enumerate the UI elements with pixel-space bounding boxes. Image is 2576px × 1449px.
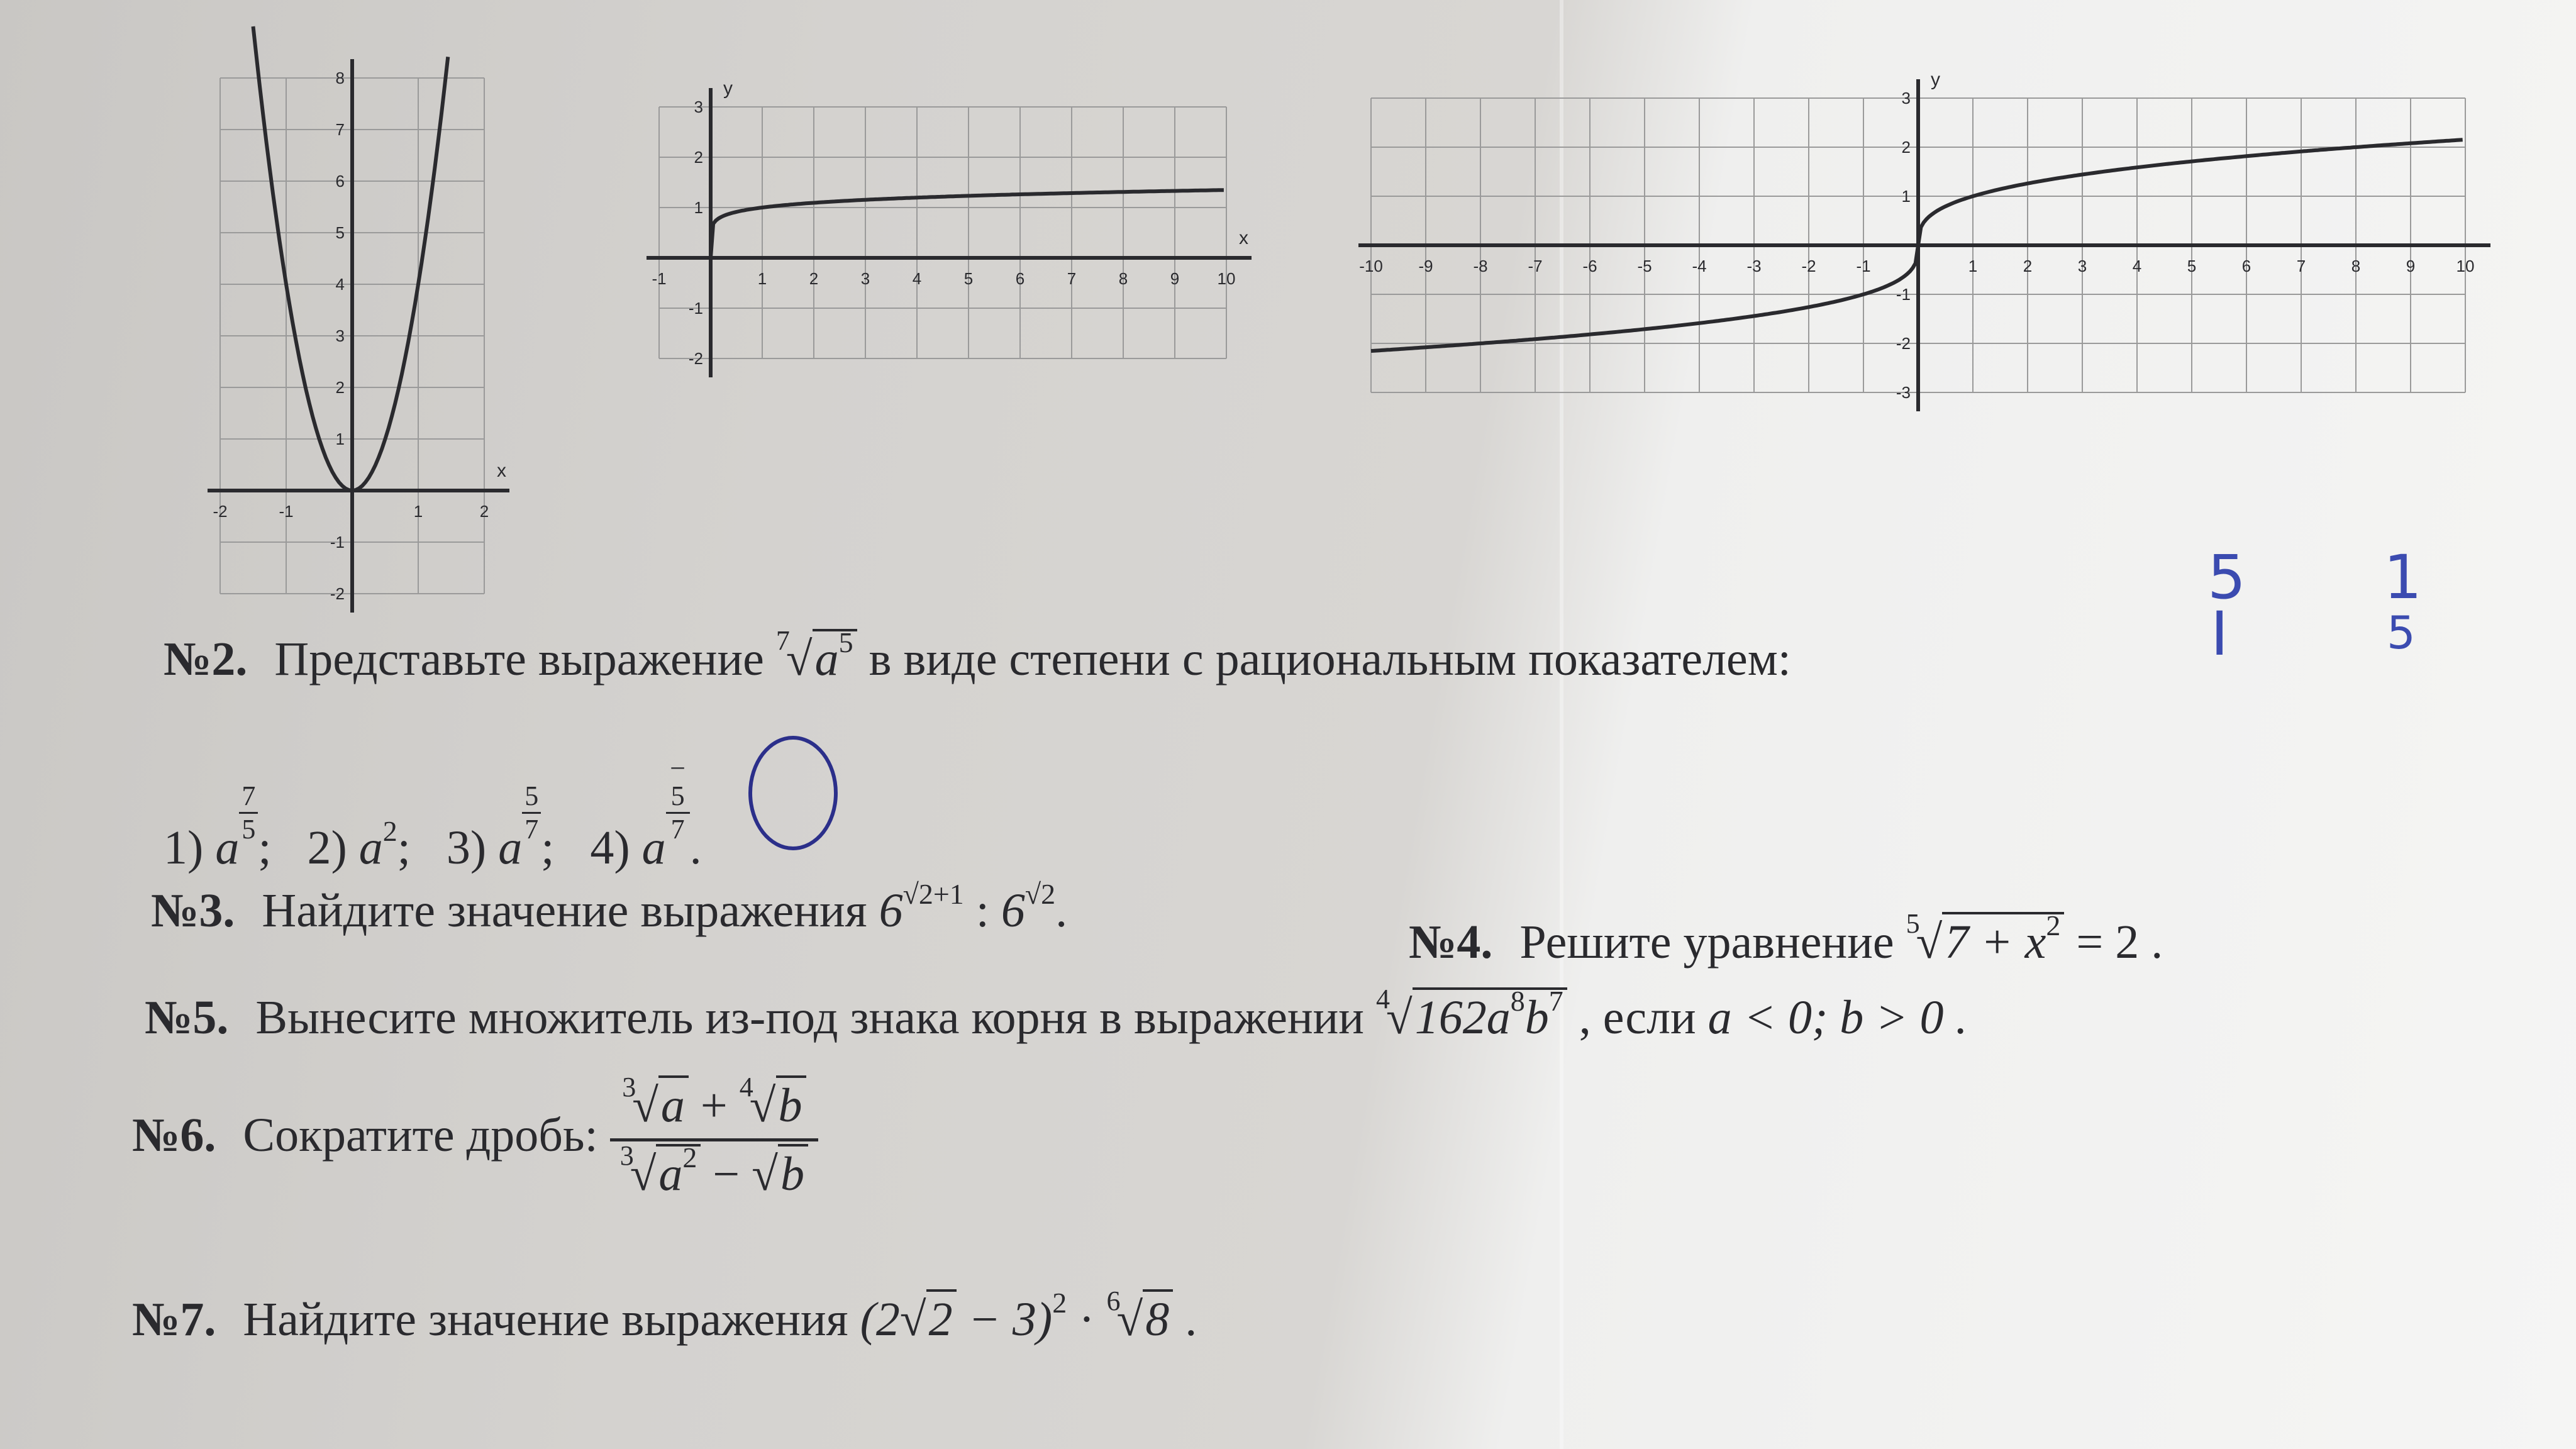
y-axis-label: y bbox=[1931, 69, 1940, 90]
problem-7-text: Найдите значение выражения bbox=[243, 1293, 848, 1346]
problem-3-number: №3. bbox=[151, 884, 235, 937]
problem-2-options: 1) a $\frac{7}{5}$ ; 2) $a^2$; 3) a $\frac{5}{7}$ ; 4) a − 5 7 . bbox=[164, 753, 702, 874]
x-tick-label: -10 bbox=[1359, 257, 1383, 275]
problem-5-text: Вынесите множитель из-под знака корня в выражении bbox=[255, 991, 1364, 1044]
x-tick-label: 8 bbox=[2351, 257, 2361, 275]
y-tick-label: -1 bbox=[688, 299, 703, 318]
problem-4-radicand-exp: 2 bbox=[2046, 909, 2061, 941]
graph-parabola-svg bbox=[164, 0, 541, 603]
option-2-exp: 2 bbox=[382, 815, 397, 847]
problem-2-text-b: в виде степени с рациональным показателем: bbox=[869, 633, 1791, 686]
option-1-exp-num: 7 bbox=[242, 780, 256, 811]
handwritten-note-2-bottom: 5 bbox=[2387, 606, 2416, 659]
option-2-base: a bbox=[358, 821, 383, 874]
radical-sign: √ bbox=[1385, 991, 1413, 1044]
problem-5-radicand-text: 162a bbox=[1414, 991, 1511, 1044]
x-tick-label: -3 bbox=[1746, 257, 1762, 275]
x-tick-label: 5 bbox=[2187, 257, 2197, 275]
problem-2-base: a bbox=[814, 633, 839, 686]
denominator-root-index-1: 3 bbox=[619, 1140, 634, 1171]
problem-7-expr-a: (2 bbox=[860, 1293, 900, 1346]
option-1-base: a bbox=[215, 821, 240, 874]
x-tick-label: -6 bbox=[1582, 257, 1597, 275]
problem-7-exp: 2 bbox=[1052, 1287, 1067, 1319]
option-1-label: 1) bbox=[164, 821, 204, 874]
graph-parabola bbox=[164, 0, 541, 603]
x-tick-label: 1 bbox=[1968, 257, 1978, 275]
radical-sign: √ bbox=[752, 1148, 779, 1201]
y-tick-label: -1 bbox=[1896, 285, 1911, 304]
x-tick-label: 7 bbox=[1067, 269, 1077, 288]
x-tick-label: -1 bbox=[652, 269, 667, 288]
x-tick-label: 6 bbox=[2241, 257, 2251, 275]
y-tick-label: -3 bbox=[1896, 383, 1911, 402]
option-3-exp-den: 7 bbox=[525, 814, 539, 845]
y-tick-label: 8 bbox=[335, 69, 345, 87]
option-3-base: a bbox=[498, 821, 523, 874]
problem-5-cond-a: a < 0; bbox=[1707, 991, 1828, 1044]
x-tick-label: 10 bbox=[2456, 257, 2475, 275]
y-tick-label: -2 bbox=[1896, 334, 1911, 353]
problem-5-exp-b: 7 bbox=[1548, 985, 1563, 1017]
x-tick-label: 7 bbox=[2296, 257, 2306, 275]
x-tick-label: 8 bbox=[1118, 269, 1128, 288]
x-tick-label: -2 bbox=[213, 502, 228, 521]
problem-7-root-index: 6 bbox=[1106, 1285, 1121, 1316]
function-curve bbox=[711, 190, 1224, 258]
problem-5-radicand-b: b bbox=[1524, 991, 1549, 1044]
problem-4 bbox=[1409, 908, 2163, 969]
radical-sign: √ bbox=[786, 633, 813, 686]
radical-sign: √ bbox=[630, 1148, 657, 1201]
problem-7-end: . bbox=[1185, 1293, 1197, 1346]
y-tick-label: 2 bbox=[335, 378, 345, 397]
y-tick-label: 2 bbox=[694, 148, 703, 167]
denominator-radicand-1-exp: 2 bbox=[682, 1141, 697, 1174]
radical-sign: √ bbox=[749, 1079, 776, 1132]
option-4-label: 4) bbox=[590, 821, 630, 874]
y-axis-label: y bbox=[723, 78, 733, 99]
problem-2-text-a: Представьте выражение bbox=[274, 633, 764, 686]
y-tick-label: 1 bbox=[694, 198, 703, 217]
x-tick-label: 2 bbox=[2023, 257, 2033, 275]
problem-7-radicand-2: 8 bbox=[1143, 1289, 1173, 1346]
problem-5-exp-a: 8 bbox=[1510, 985, 1525, 1017]
x-tick-label: -4 bbox=[1692, 257, 1707, 275]
x-axis-label: x bbox=[497, 460, 506, 481]
problem-3: №3. Найдите значение выражения $6^{√2+1}$ : $6^{√2}$. bbox=[151, 878, 1068, 937]
denominator-radicand-2: b bbox=[778, 1144, 808, 1201]
y-tick-label: 3 bbox=[694, 97, 703, 116]
radical-sign: √ bbox=[1916, 916, 1943, 969]
x-tick-label: 10 bbox=[1217, 269, 1236, 288]
option-3-label: 3) bbox=[446, 821, 487, 874]
x-tick-label: 2 bbox=[479, 502, 489, 521]
problem-7-radicand: 2 bbox=[926, 1289, 957, 1346]
problem-6-text: Сократите дробь: bbox=[243, 1108, 598, 1162]
problem-7 bbox=[132, 1285, 1197, 1346]
option-4-base: a bbox=[641, 821, 666, 874]
x-tick-label: 1 bbox=[413, 502, 423, 521]
x-tick-label: 1 bbox=[757, 269, 767, 288]
problem-3-op: : bbox=[975, 884, 989, 937]
numerator-plus: + bbox=[700, 1079, 728, 1132]
problem-5 bbox=[145, 984, 1968, 1044]
y-tick-label: 2 bbox=[1901, 138, 1911, 157]
y-tick-label: -1 bbox=[330, 533, 345, 552]
y-tick-label: 6 bbox=[335, 172, 345, 191]
problem-2-root-index: 7 bbox=[775, 625, 790, 656]
numerator-radicand-1: a bbox=[658, 1075, 689, 1132]
problem-4-number: №4. bbox=[1409, 916, 1493, 969]
numerator-root-index-1: 3 bbox=[622, 1072, 636, 1102]
x-tick-label: -5 bbox=[1637, 257, 1652, 275]
problem-7-expr-b: − 3) bbox=[968, 1293, 1053, 1346]
y-tick-label: 3 bbox=[335, 326, 345, 345]
problem-3-text: Найдите значение выражения bbox=[262, 884, 867, 937]
x-tick-label: -7 bbox=[1528, 257, 1543, 275]
problem-2-radicand bbox=[813, 626, 857, 686]
x-tick-label: -2 bbox=[1801, 257, 1816, 275]
handwritten-note-1-bottom: I bbox=[2211, 599, 2229, 669]
radical-sign: √ bbox=[899, 1293, 926, 1346]
option-4-exp-den: 7 bbox=[670, 814, 685, 845]
problem-6-denominator bbox=[610, 1140, 818, 1201]
handwritten-note-1-top: 5 bbox=[2207, 542, 2246, 613]
x-tick-label: 9 bbox=[1170, 269, 1180, 288]
problem-4-rhs: = 2 . bbox=[2076, 916, 2163, 969]
problem-5-cond-text: , если bbox=[1579, 991, 1696, 1044]
x-tick-label: -9 bbox=[1418, 257, 1433, 275]
problem-6-number: №6. bbox=[132, 1108, 216, 1162]
answer-circle-mark bbox=[748, 736, 838, 850]
x-tick-label: 3 bbox=[2077, 257, 2087, 275]
numerator-root-index-2: 4 bbox=[739, 1072, 753, 1102]
option-3-exponent bbox=[522, 782, 541, 843]
x-axis-label: x bbox=[1239, 228, 1248, 248]
y-tick-label: -2 bbox=[688, 349, 703, 368]
x-tick-label: 6 bbox=[1015, 269, 1025, 288]
denominator-minus: − bbox=[713, 1148, 740, 1201]
option-2-label: 2) bbox=[307, 821, 347, 874]
problem-3-exp2: √2 bbox=[1024, 878, 1056, 910]
numerator-radicand-2: b bbox=[776, 1075, 806, 1132]
graph-cube-root bbox=[1352, 57, 2572, 447]
graph-cube-root-svg bbox=[1352, 57, 2572, 447]
y-tick-label: 1 bbox=[335, 430, 345, 448]
graph-sqrt-like-svg bbox=[623, 63, 1302, 402]
x-tick-label: -8 bbox=[1473, 257, 1488, 275]
y-tick-label: 4 bbox=[335, 275, 345, 294]
problem-4-root-index: 5 bbox=[1906, 908, 1920, 939]
option-4-exp-num-value: 5 bbox=[670, 780, 685, 811]
problem-2-line1 bbox=[164, 625, 1791, 686]
option-3-exp-num: 5 bbox=[525, 780, 539, 811]
problem-2-number: №2. bbox=[164, 633, 248, 686]
problem-2-base-exp: 5 bbox=[838, 626, 853, 658]
x-tick-label: 4 bbox=[912, 269, 922, 288]
problem-7-dot: · bbox=[1079, 1293, 1095, 1346]
radical-sign: √ bbox=[632, 1079, 658, 1132]
option-1-exponent bbox=[239, 782, 258, 843]
x-tick-label: -1 bbox=[279, 502, 294, 521]
y-tick-label: -2 bbox=[330, 584, 345, 603]
x-tick-label: 4 bbox=[2132, 257, 2142, 275]
x-tick-label: 3 bbox=[860, 269, 870, 288]
problem-5-radicand bbox=[1413, 987, 1567, 1044]
problem-6 bbox=[132, 1072, 818, 1201]
x-tick-label: 2 bbox=[809, 269, 819, 288]
problem-5-root-index: 4 bbox=[1375, 984, 1390, 1014]
fraction-bar bbox=[610, 1138, 818, 1141]
option-4-exponent bbox=[666, 755, 690, 843]
y-tick-label: 1 bbox=[1901, 187, 1911, 206]
option-1-exp-den: 5 bbox=[242, 814, 256, 845]
problem-6-fraction bbox=[610, 1072, 818, 1201]
y-tick-label: 3 bbox=[1901, 89, 1911, 108]
option-4-exp-num: − 5 bbox=[666, 755, 690, 810]
problem-5-cond-b: b > 0 . bbox=[1840, 991, 1968, 1044]
graph-sqrt-like bbox=[623, 63, 1302, 402]
x-tick-label: -1 bbox=[1856, 257, 1871, 275]
problem-3-base: 6 bbox=[879, 884, 903, 937]
x-tick-label: 9 bbox=[2406, 257, 2416, 275]
y-tick-label: 7 bbox=[335, 120, 345, 139]
problem-5-number: №5. bbox=[145, 991, 229, 1044]
y-tick-label: 5 bbox=[335, 223, 345, 242]
problem-4-radicand-text: 7 + x bbox=[1945, 916, 2046, 969]
problem-3-base2: 6 bbox=[1001, 884, 1025, 937]
x-tick-label: 5 bbox=[963, 269, 974, 288]
problem-4-text: Решите уравнение bbox=[1519, 916, 1894, 969]
radical-sign: √ bbox=[1116, 1293, 1143, 1346]
denominator-radicand-1-text: a bbox=[658, 1148, 683, 1201]
problem-4-radicand bbox=[1942, 909, 2064, 969]
handwritten-note-2-top: 1 bbox=[2384, 542, 2423, 613]
problem-7-number: №7. bbox=[132, 1293, 216, 1346]
denominator-radicand-1 bbox=[656, 1141, 701, 1201]
problem-6-numerator bbox=[610, 1072, 818, 1132]
problem-3-exp: √2+1 bbox=[902, 878, 964, 910]
